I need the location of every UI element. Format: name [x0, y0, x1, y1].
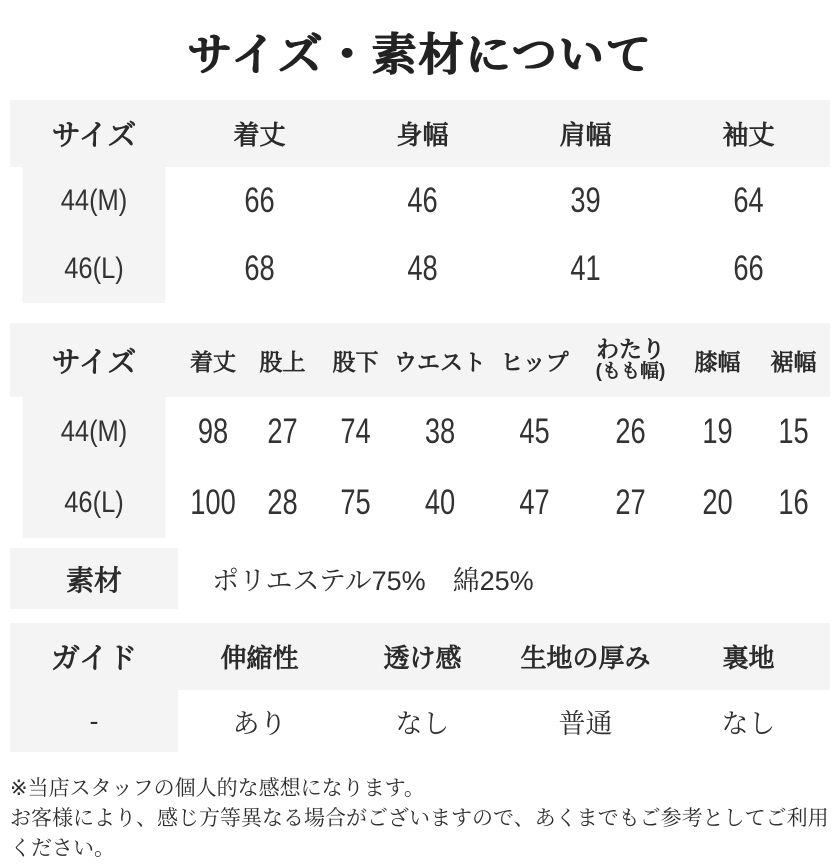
- measurement-value: 46: [407, 181, 438, 220]
- col-header-shoulder-width: 肩幅: [504, 100, 667, 167]
- measurement-value: 45: [519, 412, 550, 451]
- measurement-value: 16: [778, 482, 809, 522]
- col-header-inseam: 股下: [317, 323, 394, 397]
- page-title: サイズ・素材について: [187, 28, 653, 80]
- thigh-header-main: わたり: [596, 336, 665, 363]
- measurement-value: 41: [570, 249, 601, 288]
- measurement-value: 19: [702, 412, 733, 451]
- col-header-sheerness: 透け感: [341, 623, 504, 690]
- col-header-size: サイズ: [10, 323, 178, 397]
- bottoms-size-table: [10, 323, 830, 538]
- guide-value-fabric-thickness: 普通: [558, 708, 613, 739]
- col-header-size: サイズ: [10, 100, 178, 167]
- size-row-label: 46(L): [23, 235, 166, 303]
- measurement-value: 75: [340, 482, 371, 522]
- measurement-value: 40: [424, 482, 456, 522]
- measurement-value: 15: [778, 412, 809, 451]
- guide-value-sheerness: なし: [395, 708, 450, 739]
- measurement-value: 74: [340, 412, 371, 451]
- guide-value-stretch: あり: [232, 708, 287, 739]
- footer-notes: [10, 774, 830, 864]
- material-value: ポリエステル75% 綿25%: [212, 566, 534, 596]
- note-line: お客様により、感じ方等異なる場合がございますので、あくまでもご参考としてご利用ください。: [10, 807, 829, 860]
- measurement-value: 100: [190, 482, 236, 522]
- material-row: [10, 548, 830, 609]
- col-header-waist: ウエスト: [394, 323, 486, 397]
- col-header-body-width: 身幅: [341, 100, 504, 167]
- measurement-value: 27: [615, 482, 646, 522]
- col-header-fabric-thickness: 生地の厚み: [504, 623, 667, 690]
- size-row-label: 44(M): [23, 167, 166, 235]
- measurement-value: 27: [267, 412, 298, 451]
- note-line: ※当店スタッフの個人的な感想になります。: [10, 777, 425, 800]
- measurement-value: 64: [733, 181, 764, 220]
- col-header-stretch: 伸縮性: [178, 623, 341, 690]
- guide-row-label: -: [10, 690, 178, 752]
- tops-size-table: [10, 100, 830, 303]
- measurement-value: 66: [733, 249, 764, 288]
- guide-table: [10, 623, 830, 752]
- col-header-knee: 膝幅: [678, 323, 757, 397]
- measurement-value: 26: [615, 412, 646, 451]
- size-row-label: 44(M): [23, 397, 166, 467]
- title-bar: [10, 0, 830, 100]
- guide-label: ガイド: [10, 623, 178, 690]
- measurement-value: 39: [570, 181, 601, 220]
- measurement-value: 68: [244, 249, 275, 288]
- material-label: 素材: [10, 548, 178, 609]
- measurement-value: 20: [702, 482, 733, 522]
- measurement-value: 66: [244, 181, 275, 220]
- size-row-label: 46(L): [23, 467, 166, 538]
- col-header-rise: 股上: [248, 323, 317, 397]
- guide-value-lining: なし: [721, 708, 776, 739]
- measurement-value: 48: [407, 249, 438, 288]
- col-header-hip: ヒップ: [486, 323, 583, 397]
- measurement-value: 98: [197, 412, 229, 451]
- col-header-lining: 裏地: [667, 623, 830, 690]
- col-header-thigh: [583, 323, 678, 397]
- thigh-header-sub: (もも幅): [595, 361, 666, 383]
- col-header-body-length: 着丈: [178, 100, 341, 167]
- measurement-value: 38: [424, 412, 456, 451]
- col-header-sleeve-length: 袖丈: [667, 100, 830, 167]
- measurement-value: 28: [267, 482, 298, 522]
- col-header-length: 着丈: [178, 323, 248, 397]
- measurement-value: 47: [519, 482, 550, 522]
- col-header-hem: 裾幅: [757, 323, 830, 397]
